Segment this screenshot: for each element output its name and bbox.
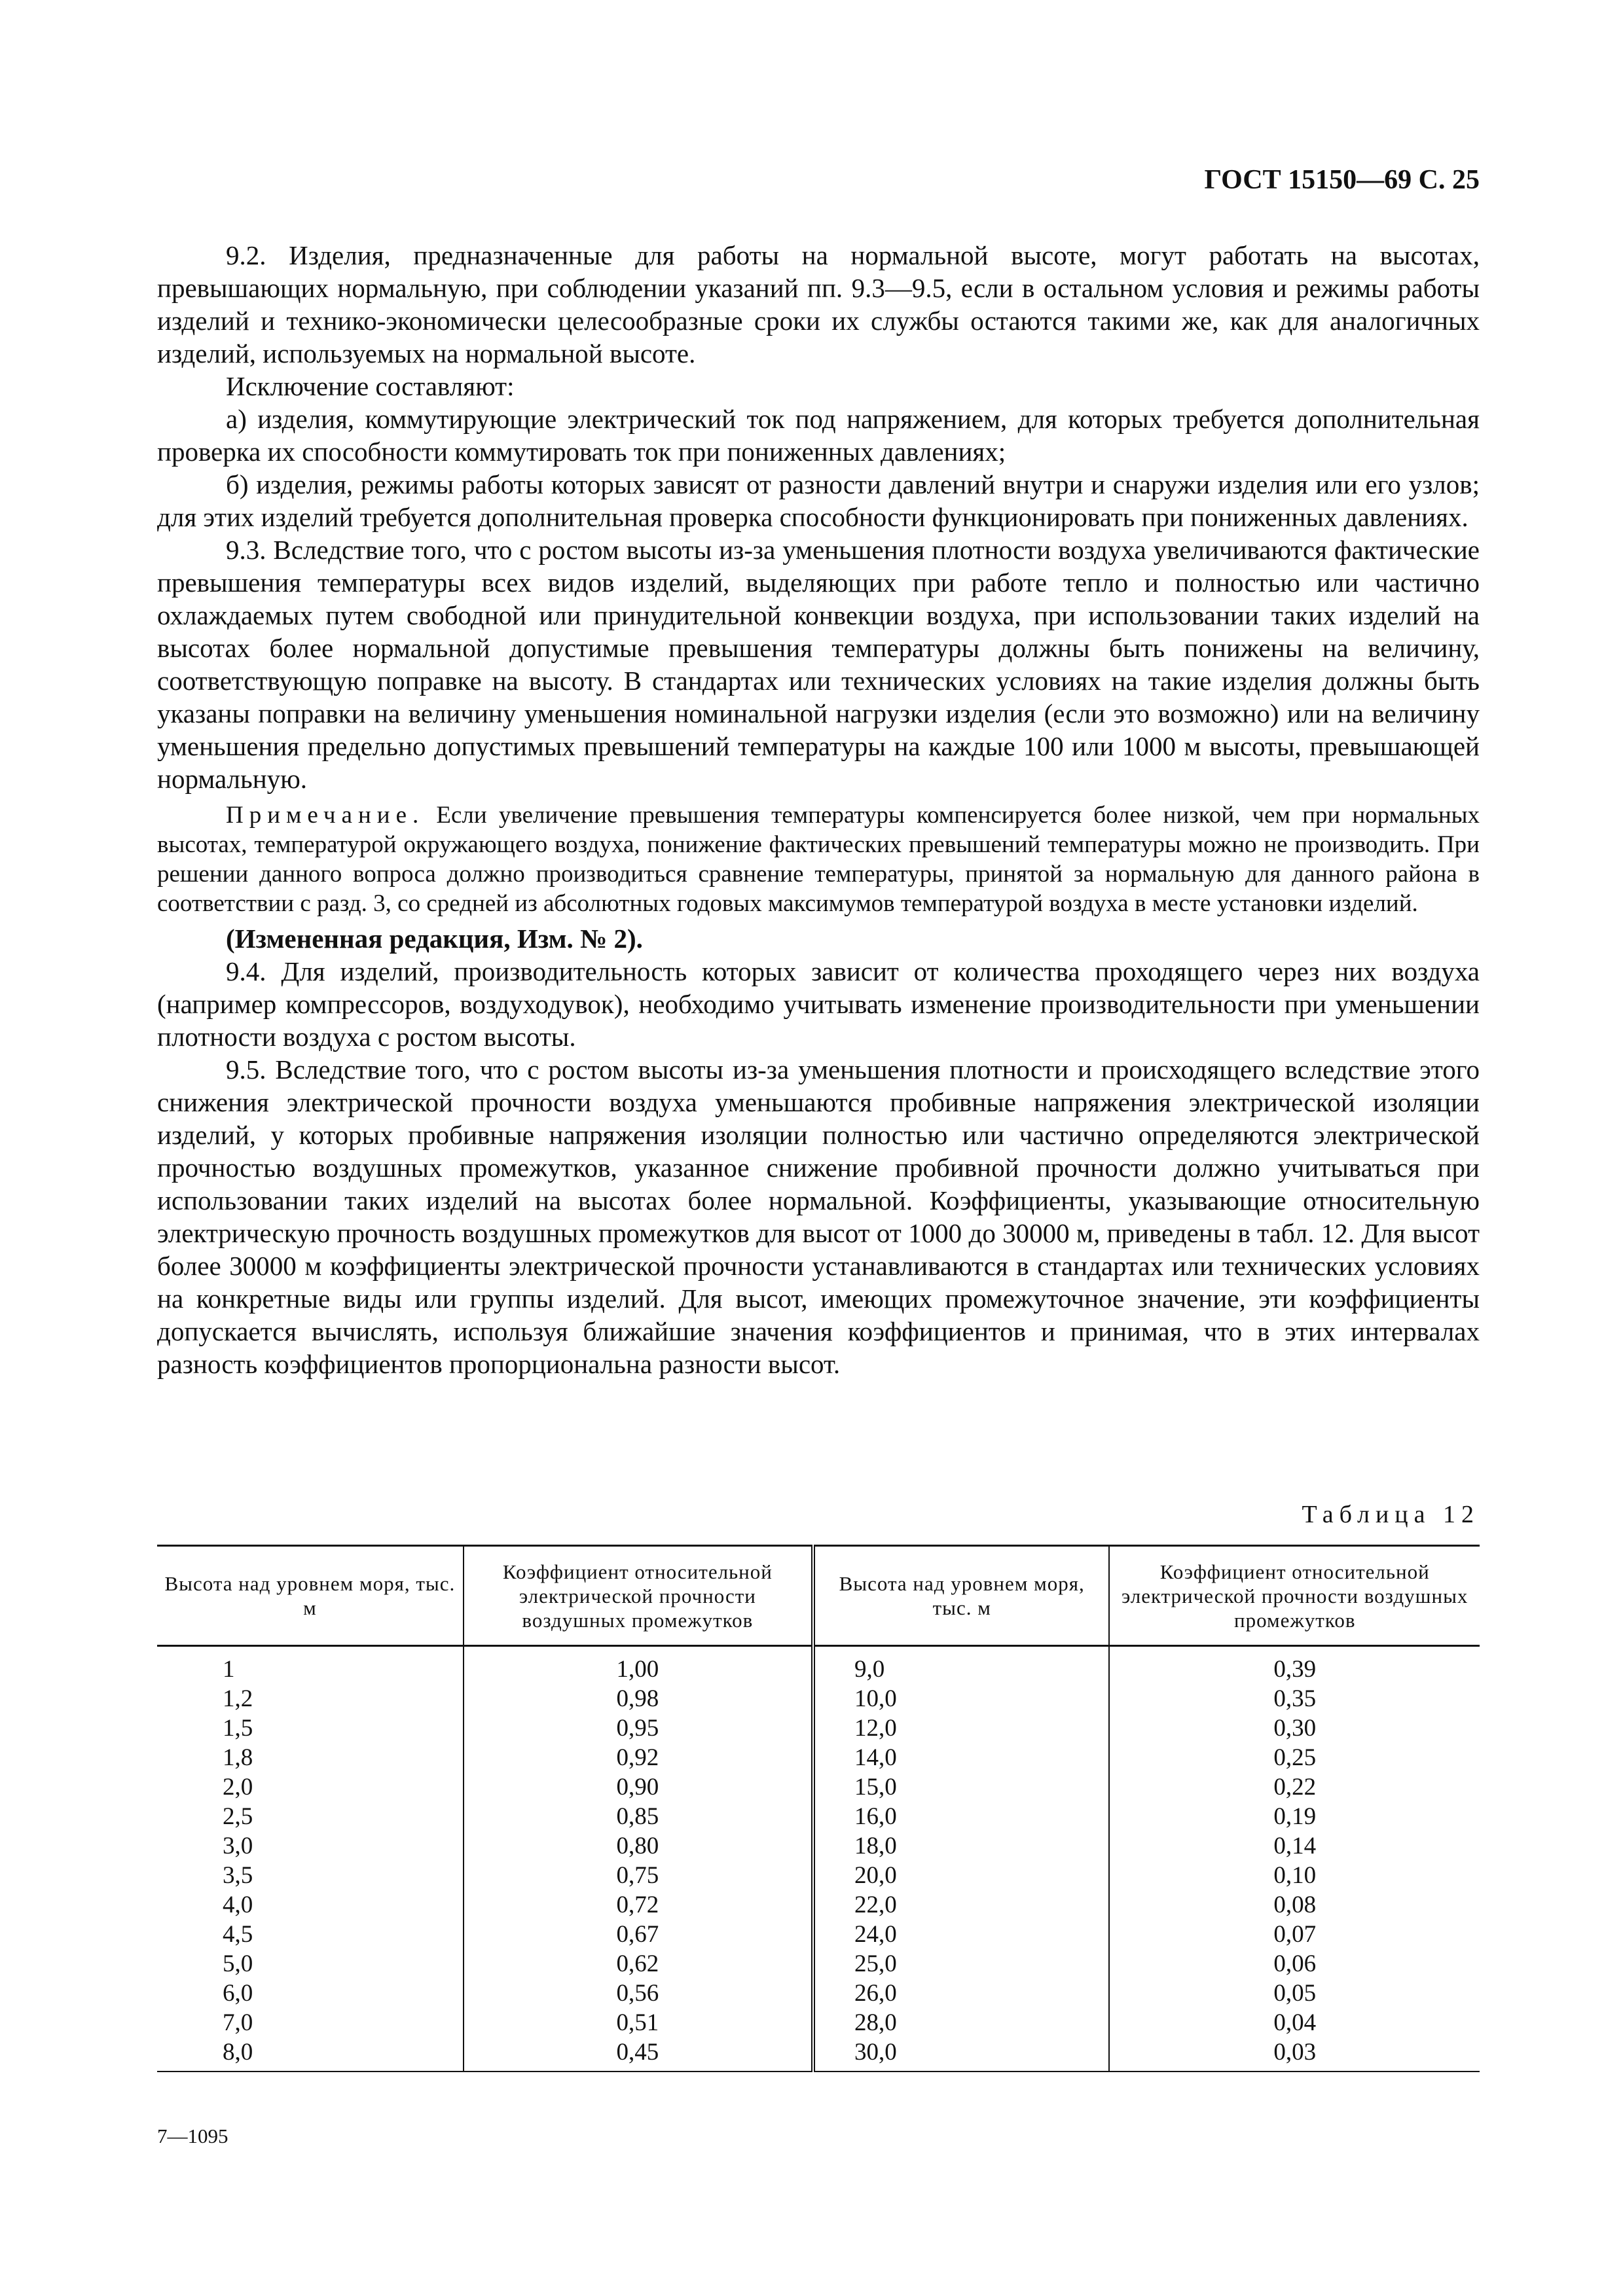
paragraph-9-3: 9.3. Вследствие того, что с ростом высоты из-за уменьшения плотности воздуха увеличиваются фактические превышения температуры всех видов изделий, выделяющих при работе тепло и полностью или частично охлаждаемых путем свободной или принудительной конвекции воздуха, при использовании таких изделий на высотах более нормальной допустимые превышения температуры должны быть понижены на величину, соответствующую поправке на высоту. В стандартах или технических условиях на такие изделия должны быть указаны поправки на величину уменьшения номинальной нагрузки изделия (если это возможно) или на величину уменьшения предельно допустимых превышений температуры на каждые 100 или 1000 м высоты, превышающей нормальную. [157, 535, 1480, 794]
header-altitude-1: Высота над уровнем моря, тыс. м [157, 1546, 464, 1646]
coefficient-cell: 0,95 [464, 1713, 813, 1743]
table-row [157, 1861, 1480, 1890]
altitude-cell: 2,0 [157, 1772, 464, 1802]
coefficient-cell: 0,67 [464, 1920, 813, 1949]
coefficient-cell: 0,10 [1273, 1862, 1317, 1889]
altitude-cell: 14,0 [813, 1743, 1109, 1772]
table-row [157, 1772, 1480, 1802]
coefficient-cell: 0,04 [1273, 2009, 1317, 2036]
note-label: Примечание. [226, 802, 425, 829]
altitude-cell: 1,5 [157, 1713, 464, 1743]
altitude-cell: 6,0 [157, 1979, 464, 2008]
altitude-cell: 8,0 [157, 2037, 464, 2072]
coefficient-cell: 0,56 [464, 1979, 813, 2008]
amended-edition-note: (Измененная редакция, Изм. № 2). [226, 924, 643, 954]
altitude-cell: 20,0 [813, 1861, 1109, 1890]
table-row [157, 1684, 1480, 1713]
table-row [157, 1713, 1480, 1743]
altitude-cell: 15,0 [813, 1772, 1109, 1802]
coefficient-cell: 0,30 [1273, 1715, 1317, 1742]
table-head [157, 1546, 1480, 1646]
coefficient-cell: 0,45 [464, 2037, 813, 2072]
coefficient-cell: 0,80 [464, 1831, 813, 1861]
table-header-row [157, 1546, 1480, 1646]
altitude-coefficient-table [157, 1545, 1480, 2072]
table-row [157, 1949, 1480, 1979]
table-body [157, 1646, 1480, 2072]
table-title: Таблица 12 [1302, 1501, 1480, 1528]
table-row [157, 1831, 1480, 1861]
altitude-cell: 16,0 [813, 1802, 1109, 1831]
coefficient-cell: 0,03 [1109, 2037, 1480, 2072]
coefficient-cell: 0,72 [464, 1890, 813, 1920]
coefficient-cell: 0,39 [1273, 1656, 1317, 1683]
header-altitude-2: Высота над уровнем моря, тыс. м [813, 1546, 1109, 1646]
coefficient-cell: 0,90 [464, 1772, 813, 1802]
altitude-cell: 2,5 [157, 1802, 464, 1831]
coefficient-cell: 0,85 [464, 1802, 813, 1831]
exception-item-b: б) изделия, режимы работы которых зависят от разности давлений внутри и снаружи изделия или его узлов; для этих изделий требуется дополнительная проверка способности функционировать при пониженных давлениях. [157, 469, 1480, 532]
exception-item-a: а) изделия, коммутирующие электрический ток под напряжением, для которых требуется дополнительная проверка их способности коммутировать ток при пониженных давлениях; [157, 404, 1480, 467]
altitude-cell: 5,0 [157, 1949, 464, 1979]
table-row [157, 2008, 1480, 2037]
coefficient-cell: 0,92 [464, 1743, 813, 1772]
table-row [157, 1646, 1480, 1685]
altitude-cell: 1,2 [157, 1684, 464, 1713]
altitude-cell: 12,0 [813, 1713, 1109, 1743]
header-coefficient-1: Коэффициент относительной электрической прочности воздушных промежутков [464, 1546, 813, 1646]
paragraph-9-2: 9.2. Изделия, предназначенные для работы на нормальной высоте, могут работать на высотах, превышающих нормальную, при соблюдении указаний пп. 9.3—9.5, если в остальном условия и режимы работы изделий и технико-экономически целесообразные сроки их службы остаются такими же, как для аналогичных изделий, используемых на нормальной высоте. [157, 240, 1480, 368]
table-row [157, 1920, 1480, 1949]
coefficient-cell: 0,19 [1273, 1803, 1317, 1830]
altitude-cell: 9,0 [813, 1646, 1109, 1685]
altitude-cell: 3,0 [157, 1831, 464, 1861]
coefficient-cell: 0,25 [1273, 1744, 1317, 1771]
coefficient-cell: 0,75 [464, 1861, 813, 1890]
altitude-cell: 18,0 [813, 1831, 1109, 1861]
coefficient-cell: 0,14 [1273, 1833, 1317, 1859]
coefficient-cell: 0,35 [1273, 1685, 1317, 1712]
coefficient-cell: 0,62 [464, 1949, 813, 1979]
coefficient-cell: 0,07 [1273, 1921, 1317, 1948]
table-row [157, 1743, 1480, 1772]
page-header: ГОСТ 15150—69 С. 25 [1204, 165, 1480, 195]
note-text: Если увеличение превышения температуры компенсируется более низкой, чем при нормальных высотах, температурой окружающего воздуха, понижение фактических превышений температуры можно не производить. При решении данного вопроса должно производиться сравнение температуры, принятой за нормальную для данного района в соответствии с разд. 3, со средней из абсолютных годовых максимумов температурой воздуха в месте установки изделий. [157, 802, 1480, 917]
table-row [157, 1890, 1480, 1920]
altitude-cell: 7,0 [157, 2008, 464, 2037]
altitude-cell: 28,0 [813, 2008, 1109, 2037]
page-footer-code: 7—1095 [157, 2125, 228, 2147]
altitude-cell: 10,0 [813, 1684, 1109, 1713]
coefficient-cell: 0,08 [1273, 1892, 1317, 1918]
altitude-cell: 22,0 [813, 1890, 1109, 1920]
altitude-cell: 25,0 [813, 1949, 1109, 1979]
coefficient-cell: 1,00 [464, 1646, 813, 1685]
table-row [157, 2037, 1480, 2072]
altitude-cell: 3,5 [157, 1861, 464, 1890]
coefficient-cell: 0,22 [1273, 1774, 1317, 1801]
document-body [157, 239, 1480, 1380]
table-row [157, 1802, 1480, 1831]
coefficient-cell: 0,98 [464, 1684, 813, 1713]
exceptions-intro: Исключение составляют: [226, 371, 515, 401]
altitude-cell: 26,0 [813, 1979, 1109, 2008]
altitude-cell: 4,5 [157, 1920, 464, 1949]
altitude-cell: 4,0 [157, 1890, 464, 1920]
table-row [157, 1979, 1480, 2008]
altitude-cell: 1,8 [157, 1743, 464, 1772]
coefficient-cell: 0,05 [1273, 1980, 1317, 2007]
paragraph-9-4: 9.4. Для изделий, производительность которых зависит от количества проходящего через них воздуха (например компрессоров, воздуходувок), необходимо учитывать изменение производительности при уменьшении плотности воздуха с ростом высоты. [157, 956, 1480, 1052]
coefficient-cell: 0,51 [464, 2008, 813, 2037]
coefficient-cell: 0,06 [1273, 1950, 1317, 1977]
altitude-cell: 30,0 [813, 2037, 1109, 2072]
altitude-cell: 1 [157, 1646, 464, 1685]
note-paragraph [157, 800, 1480, 918]
altitude-cell: 24,0 [813, 1920, 1109, 1949]
header-coefficient-2: Коэффициент относительной электрической прочности воздушных промежутков [1109, 1546, 1480, 1646]
paragraph-9-5: 9.5. Вследствие того, что с ростом высоты из-за уменьшения плотности и происходящего вследствие этого снижения электрической прочности воздуха уменьшаются пробивные напряжения электрической изоляции изделий, у которых пробивные напряжения изоляции полностью или частично определяются электрической прочностью воздушных промежутков, указанное снижение пробивной прочности должно учитываться при использовании таких изделий на высотах более нормальной. Коэффициенты, указывающие относительную электрическую прочность воздушных промежутков для высот от 1000 до 30000 м, приведены в табл. 12. Для высот более 30000 м коэффициенты электрической прочности устанавливаются в стандартах или технических условиях на конкретные виды или группы изделий. Для высот, имеющих промежуточное значение, эти коэффициенты допускается вычислять, используя ближайшие значения коэффициентов и принимая, что в этих интервалах разность коэффициентов пропорциональна разности высот. [157, 1054, 1480, 1379]
